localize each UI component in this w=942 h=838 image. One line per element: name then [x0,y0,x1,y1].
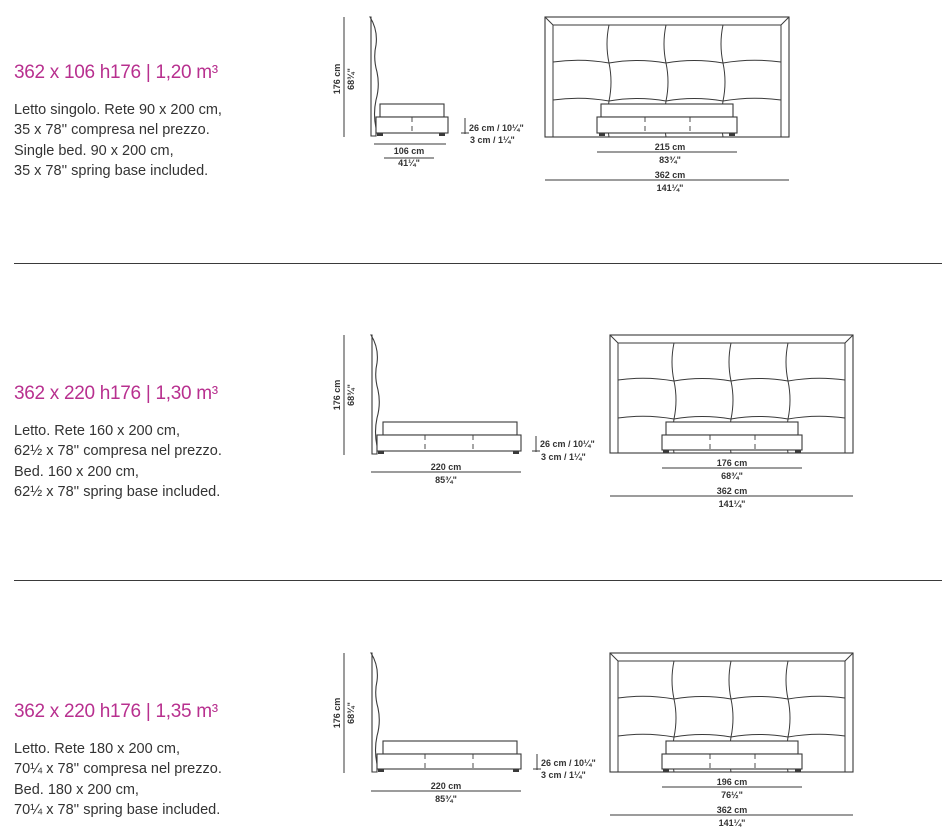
total-width-in-label: 141¼" [718,499,746,509]
height-cm-label: 176 cm [332,63,342,95]
spec-separator: | [145,62,151,83]
side-cm-label: 220 cm [430,462,462,472]
spec-separator: | [145,383,151,404]
total-width-cm-label: 362 cm [716,805,748,815]
desc-line: Single bed. 90 x 200 cm, [14,142,174,159]
bed-width-cm-label: 215 cm [654,142,686,152]
total-width-in-label: 141¼" [718,818,746,828]
spec-separator: | [145,701,151,722]
desc-line: 70¼ x 78'' compresa nel prezzo. [14,761,222,778]
side-in-label: 85¾" [435,475,457,485]
section-divider [14,263,942,264]
foot-height-label: 3 cm / 1¼" [541,452,586,462]
bed-width-cm-label: 196 cm [716,777,748,787]
bed-width-in-label: 68¾" [721,471,743,481]
height-cm-label: 176 cm [332,697,342,729]
product-section-king [0,636,942,838]
bed-width-in-label: 76½" [721,790,743,800]
desc-line: 35 x 78'' compresa nel prezzo. [14,122,210,139]
product-section-double [0,318,942,580]
height-in-label: 68¾" [346,384,356,406]
spec-volume: 1,35 m³ [155,701,218,722]
front-view-drawing [0,318,942,580]
desc-line: Letto. Rete 160 x 200 cm, [14,423,181,439]
desc-line: Bed. 160 x 200 cm, [14,463,139,480]
frame-height-label: 26 cm / 10¼" [540,439,595,449]
front-view-drawing [0,0,942,263]
side-in-label: 85¾" [435,794,457,804]
bed-width-in-label: 83¾" [659,155,681,165]
foot-height-label: 3 cm / 1¼" [470,135,515,145]
desc-line: Letto singolo. Rete 90 x 200 cm, [14,102,222,118]
spec-volume: 1,30 m³ [155,383,218,404]
spec-dimensions: 362 x 106 h176 [14,62,141,83]
desc-line: 62½ x 78'' spring base included. [14,483,221,500]
height-in-label: 68¾" [346,68,356,90]
side-in-label: 41¼" [398,158,420,168]
side-cm-label: 220 cm [430,781,462,791]
total-width-in-label: 141¼" [656,183,684,193]
desc-line: Letto. Rete 180 x 200 cm, [14,741,181,757]
desc-line: 70¼ x 78'' spring base included. [14,801,221,818]
desc-line: 62½ x 78'' compresa nel prezzo. [14,443,222,460]
spec-dimensions: 362 x 220 h176 [14,383,141,404]
height-in-label: 68¾" [346,702,356,724]
total-width-cm-label: 362 cm [716,486,748,496]
spec-volume: 1,20 m³ [155,62,218,83]
total-width-cm-label: 362 cm [654,170,686,180]
bed-width-cm-label: 176 cm [716,458,748,468]
height-cm-label: 176 cm [332,379,342,411]
frame-height-label: 26 cm / 10¼" [469,123,524,133]
frame-height-label: 26 cm / 10¼" [541,758,596,768]
foot-height-label: 3 cm / 1¼" [541,770,586,780]
section-divider [14,580,942,581]
spec-dimensions: 362 x 220 h176 [14,701,141,722]
front-view-drawing [0,636,942,838]
side-cm-label: 106 cm [393,146,425,156]
desc-line: 35 x 78'' spring base included. [14,162,209,179]
product-section-single [0,0,942,263]
desc-line: Bed. 180 x 200 cm, [14,781,139,798]
